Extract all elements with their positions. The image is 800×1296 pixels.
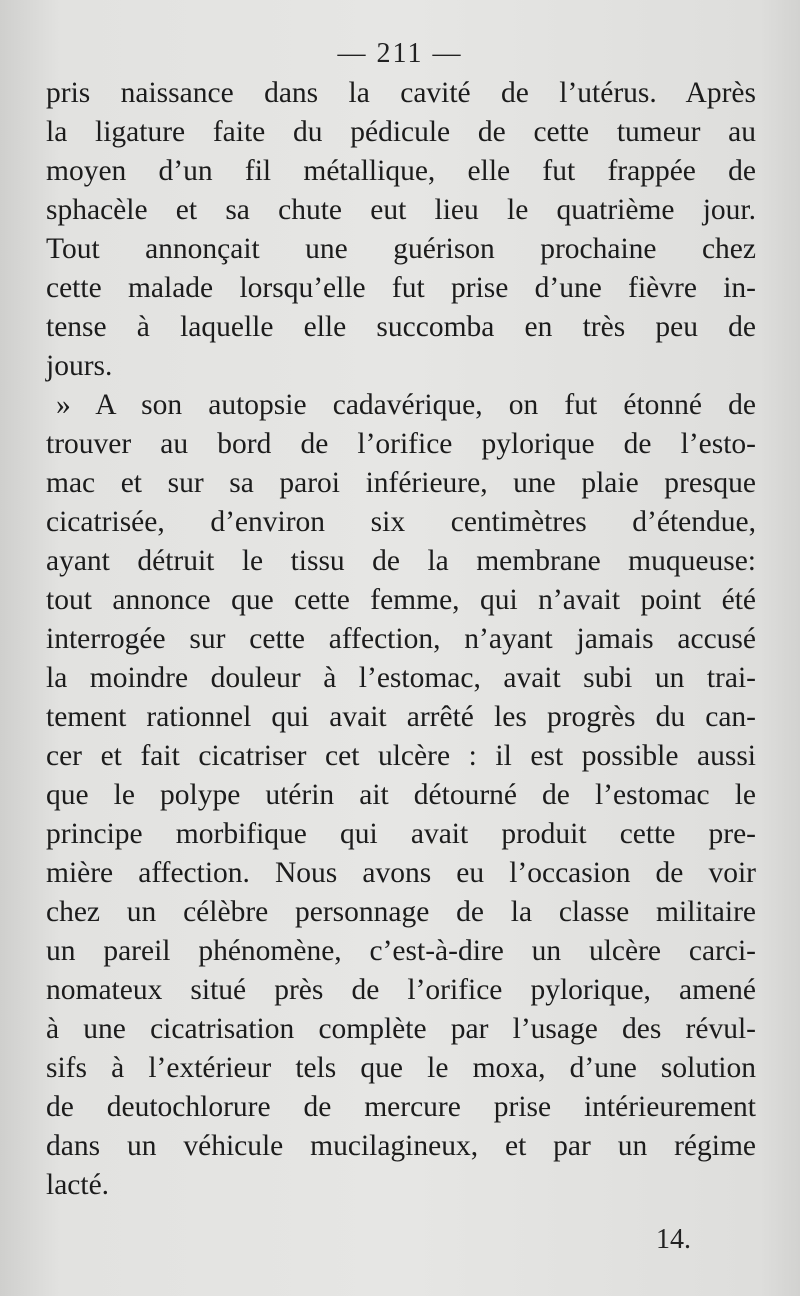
body-text — [46, 74, 756, 1205]
text-line: nomateux situé près de l’orifice pylorique, amené — [46, 974, 756, 1006]
text-line: ayant détruit le tissu de la membrane muqueuse: — [46, 545, 756, 577]
signature-mark: 14. — [656, 1224, 691, 1255]
text-line: mac et sur sa paroi inférieure, une plaie presque — [46, 467, 756, 499]
text-line: jours. — [46, 350, 113, 382]
page-number-header: — 211 — — [337, 38, 463, 69]
text-line: dans un véhicule mucilagineux, et par un régime — [46, 1130, 756, 1162]
text-line: principe morbifique qui avait produit cette pre- — [46, 818, 756, 850]
text-line: tense à laquelle elle succomba en très peu de — [46, 311, 756, 343]
text-line: sphacèle et sa chute eut lieu le quatrième jour. — [46, 194, 756, 226]
text-line: tout annonce que cette femme, qui n’avait point été — [46, 584, 756, 616]
text-line: pris naissance dans la cavité de l’utérus. Après — [46, 77, 756, 109]
text-line: Tout annonçait une guérison prochaine chez — [46, 233, 756, 265]
text-line: à une cicatrisation complète par l’usage des révul- — [46, 1013, 756, 1045]
text-line: moyen d’un fil métallique, elle fut frappée de — [46, 155, 756, 187]
text-line: la ligature faite du pédicule de cette tumeur au — [46, 116, 756, 148]
text-line: tement rationnel qui avait arrêté les progrès du can- — [46, 701, 756, 733]
text-line: cette malade lorsqu’elle fut prise d’une fièvre in- — [46, 272, 756, 304]
text-line: trouver au bord de l’orifice pylorique de l’esto- — [46, 428, 756, 460]
text-line: sifs à l’extérieur tels que le moxa, d’une solution — [46, 1052, 756, 1084]
text-line: interrogée sur cette affection, n’ayant jamais accusé — [46, 623, 756, 655]
text-line: cicatrisée, d’environ six centimètres d’étendue, — [46, 506, 756, 538]
text-line: que le polype utérin ait détourné de l’estomac le — [46, 779, 756, 811]
text-line: lacté. — [46, 1169, 110, 1201]
text-line: un pareil phénomène, c’est-à-dire un ulcère carci- — [46, 935, 756, 967]
text-line: chez un célèbre personnage de la classe militaire — [46, 896, 756, 928]
text-line: de deutochlorure de mercure prise intérieurement — [46, 1091, 756, 1123]
text-line: » A son autopsie cadavérique, on fut étonné de — [56, 389, 756, 421]
text-line: la moindre douleur à l’estomac, avait subi un trai- — [46, 662, 756, 694]
text-line: mière affection. Nous avons eu l’occasion de voir — [46, 857, 756, 889]
text-line: cer et fait cicatriser cet ulcère : il est possible aussi — [46, 740, 756, 772]
